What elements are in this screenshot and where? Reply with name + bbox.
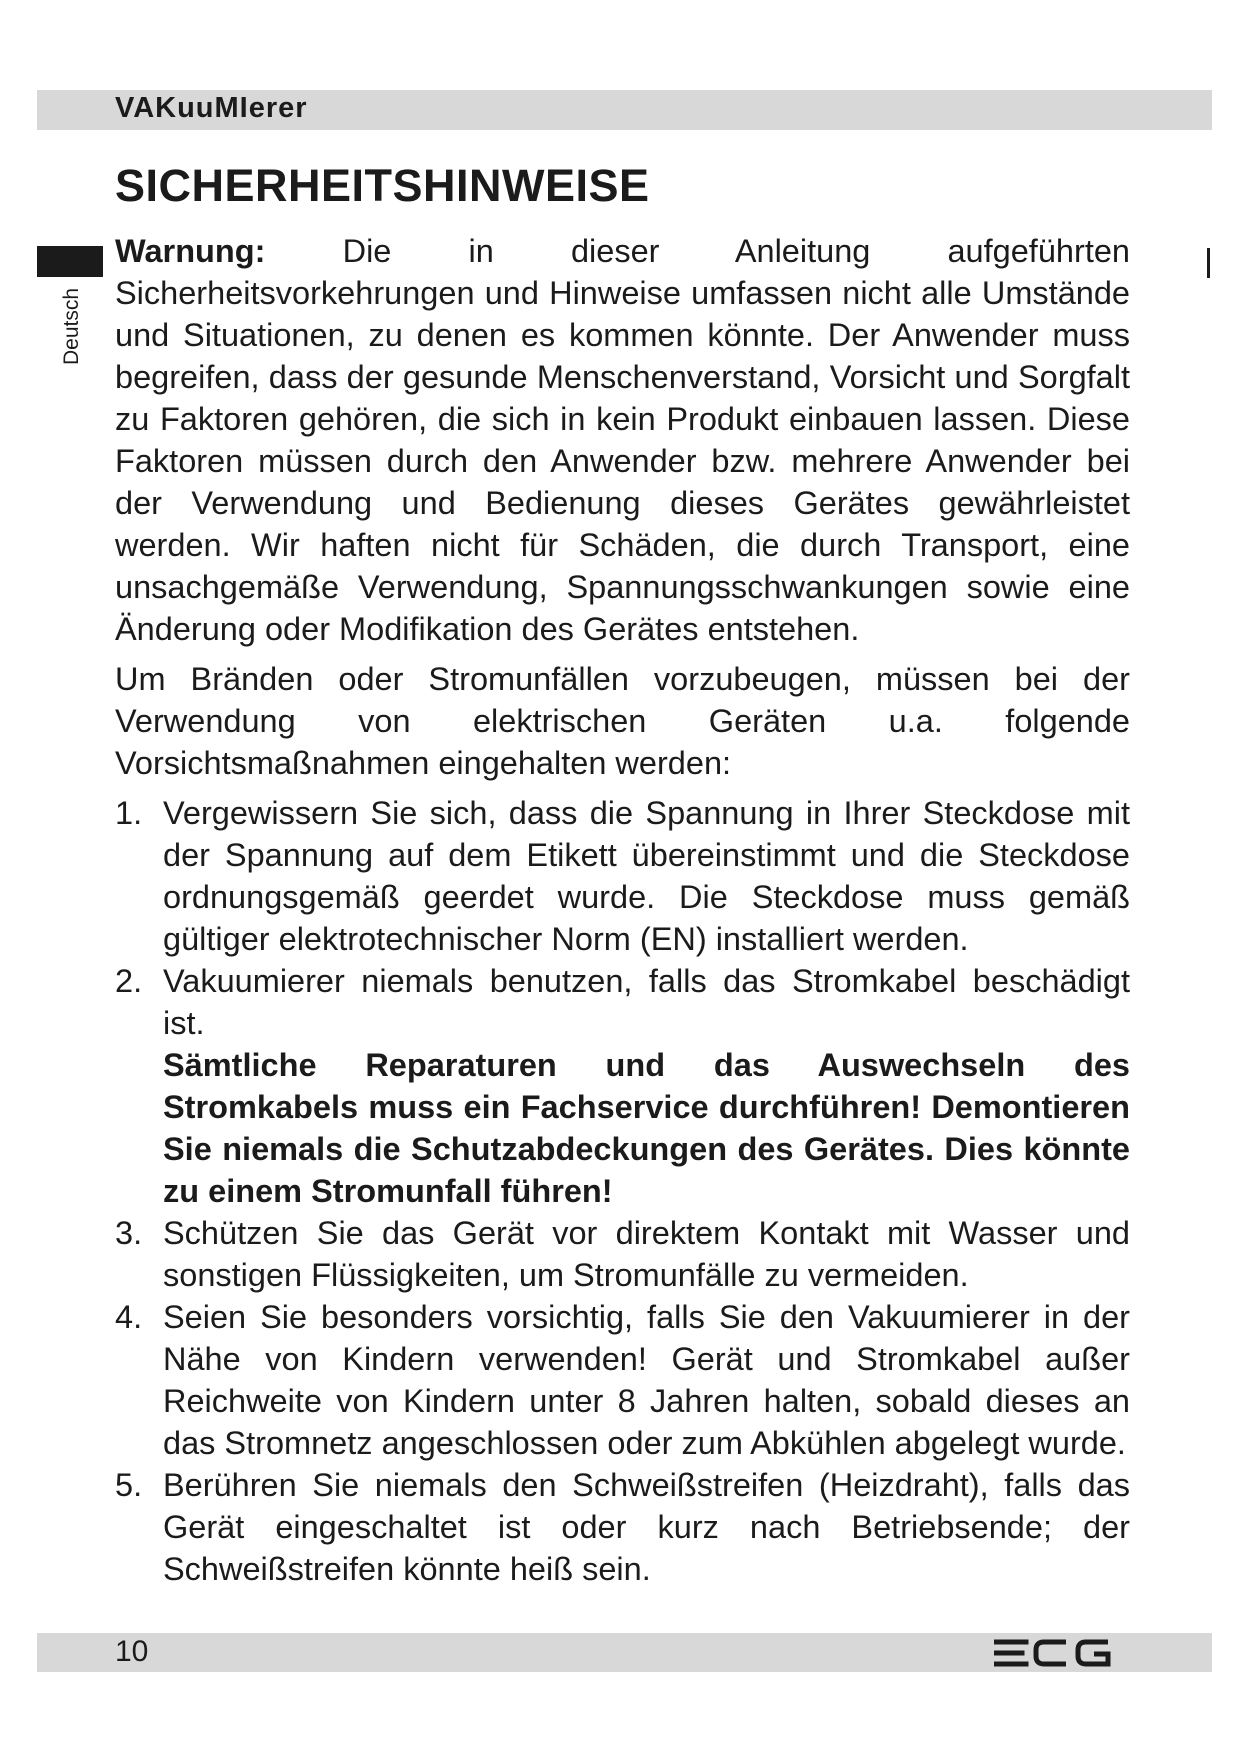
ecg-logo-icon — [994, 1638, 1114, 1668]
language-tab-marker — [37, 246, 103, 277]
list-item-number: 5. — [115, 1467, 143, 1503]
warning-paragraph — [115, 230, 1130, 650]
language-tab-label: Deutsch — [60, 287, 83, 365]
list-item — [115, 1212, 1130, 1296]
preface-paragraph: Um Bränden oder Stromunfällen vorzubeugen, müssen bei der Verwendung von elektrischen Geräten u.a. folgende Vorsichtsmaßnahmen eingehalten werden: — [115, 661, 1130, 781]
warning-text: Die in dieser Anleitung aufgeführten Sicherheitsvorkehrungen und Hinweise umfassen nicht alle Umstände und Situationen, zu denen es kommen könnte. Der Anwender muss begreifen, dass der gesunde Menschenverstand, Vorsicht und Sorgfalt zu Faktoren gehören, die sich in kein Produkt einbauen lassen. Diese Faktoren müssen durch den Anwender bzw. mehrere Anwender bei der Verwendung und Bedienung dieses Gerätes gewährleistet werden. Wir haften nicht für Schäden, die durch Transport, eine unsachgemäße Verwendung, Spannungsschwankungen sowie eine Änderung oder Modifikation des Gerätes entstehen. — [115, 233, 1130, 647]
safety-content — [115, 230, 1130, 1590]
list-item-number: 2. — [115, 963, 143, 999]
list-item-bold-warning: Sämtliche Reparaturen und das Auswechseln des Stromkabels muss ein Fachservice durchführen! Demontieren Sie niemals die Schutzabdeckungen des Gerätes. Dies könnte zu einem Stromunfall führen! — [163, 1047, 1130, 1209]
safety-rules-list — [115, 792, 1130, 1590]
page-number: 10 — [115, 1635, 149, 1668]
page-title: SICHERHEITSHINWEISE — [115, 160, 650, 211]
warning-label: Warnung: — [115, 233, 266, 269]
list-item-text: Vergewissern Sie sich, dass die Spannung in Ihrer Steckdose mit der Spannung auf dem Etikett übereinstimmt und die Steckdose ordnungsgemäß geerdet wurde. Die Steckdose muss gemäß gültiger elektrotechnischer Norm (EN) installiert werden. — [163, 795, 1130, 957]
header-title: VAKuuMIerer — [115, 92, 308, 124]
list-item — [115, 792, 1130, 960]
list-item-text: Schützen Sie das Gerät vor direktem Kontakt mit Wasser und sonstigen Flüssigkeiten, um Stromunfälle zu vermeiden. — [163, 1215, 1130, 1293]
list-item — [115, 960, 1130, 1212]
list-item-number: 1. — [115, 795, 143, 831]
list-item-number: 3. — [115, 1215, 143, 1251]
list-item — [115, 1464, 1130, 1590]
list-item-text: Seien Sie besonders vorsichtig, falls Sie den Vakuumierer in der Nähe von Kindern verwenden! Gerät und Stromkabel außer Reichweite von Kindern unter 8 Jahren halten, sobald dieses an das Stromnetz angeschlossen oder zum Abkühlen abgelegt wurde. — [163, 1299, 1130, 1461]
list-item — [115, 1296, 1130, 1464]
list-item-text: Vakuumierer niemals benutzen, falls das Stromkabel beschädigt ist. — [163, 963, 1130, 1041]
page-edge-mark — [1207, 248, 1210, 278]
list-item-text: Berühren Sie niemals den Schweißstreifen (Heizdraht), falls das Gerät eingeschaltet ist oder kurz nach Betriebsende; der Schweißstreifen könnte heiß sein. — [163, 1467, 1130, 1587]
list-item-number: 4. — [115, 1299, 143, 1335]
